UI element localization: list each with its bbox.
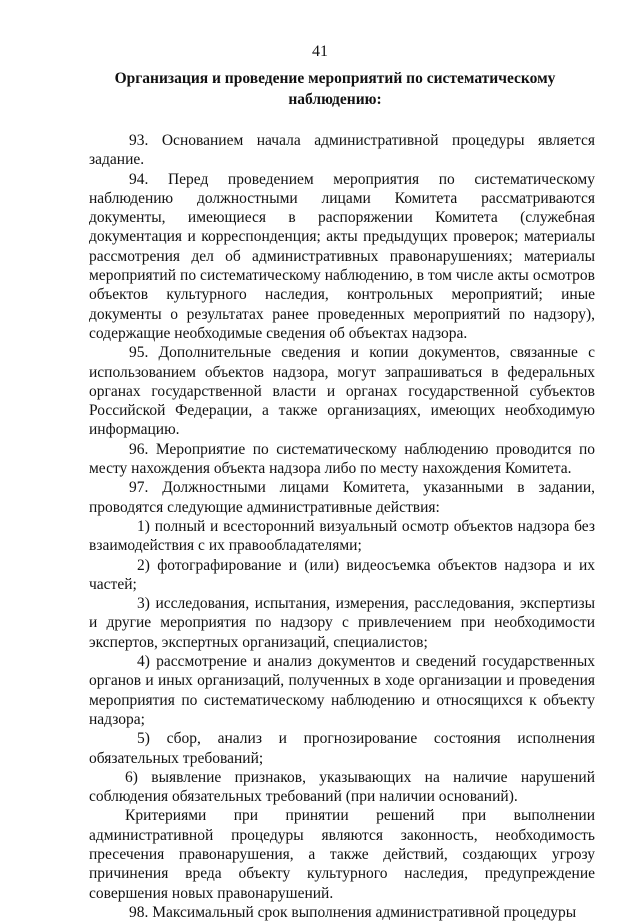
list-item-3: 3) исследования, испытания, измерения, расследования, экспертизы и другие мероприятия по надзору с привлечением при необходимости экспертов, экспертных организаций, специалистов;	[89, 595, 595, 651]
paragraph-96: 96. Мероприятие по систематическому наблюдению проводится по месту нахождения объекта надзора либо по месту нахождения Комитета.	[89, 440, 595, 478]
paragraph-97: 97. Должностными лицами Комитета, указанными в задании, проводятся следующие административные действия:	[89, 479, 595, 516]
criteria-paragraph: Критериями при принятии решений при выполнении административной процедуры являются законность, необходимость пресечения правонарушения, а также действий, создающих угрозу причинения вреда объекту культурного наследия, предупреждение совершения новых правонарушений.	[89, 807, 595, 902]
page-number: 41	[312, 43, 328, 60]
paragraph-94: 94. Перед проведением мероприятия по систематическому наблюдению должностными лицами Комитета рассматриваются документы, имеющиеся в распоряжении Комитета (служебная документация и корреспонденция; акты предыдущих проверок; материалы рассмотрения дел об административных правонарушениях; материалы мероприятий по систематическому наблюдению, в том числе акты осмотров объектов культурного наследия, контрольных мероприятий; иные документы о результатах ранее проведенных мероприятий по надзору), содержащие необходимые сведения об объектах надзора.	[89, 170, 595, 342]
list-item-2: 2) фотографирование и (или) видеосъемка объектов надзора и их частей;	[89, 556, 595, 593]
paragraph-98: 98. Максимальный срок выполнения административной процедуры	[129, 903, 577, 921]
list-item-5: 5) сбор, анализ и прогнозирование состояния исполнения обязательных требований;	[89, 730, 595, 767]
list-item-6: 6) выявление признаков, указывающих на наличие нарушений соблюдения обязательных требований (при наличии оснований).	[89, 768, 595, 806]
section-title: Организация и проведение мероприятий по систематическому наблюдению:	[114, 70, 556, 108]
list-item-1: 1) полный и всесторонний визуальный осмотр объектов надзора без взаимодействия с их правообладателями;	[89, 517, 595, 555]
document-body	[89, 131, 595, 922]
list-item-4: 4) рассмотрение и анализ документов и сведений государственных органов и иных организаций, полученных в ходе организации и проведения мероприятия по систематическому наблюдению и относящихся к объекту надзора;	[89, 653, 595, 728]
paragraph-93: 93. Основанием начала административной процедуры является задание.	[89, 132, 595, 169]
paragraph-95: 95. Дополнительные сведения и копии документов, связанные с использованием объектов надзора, могут запрашиваться в федеральных органах государственной власти и органах государственной субъектов Российской Федерации, а также организациях, имеющих необходимую информацию.	[89, 344, 595, 439]
